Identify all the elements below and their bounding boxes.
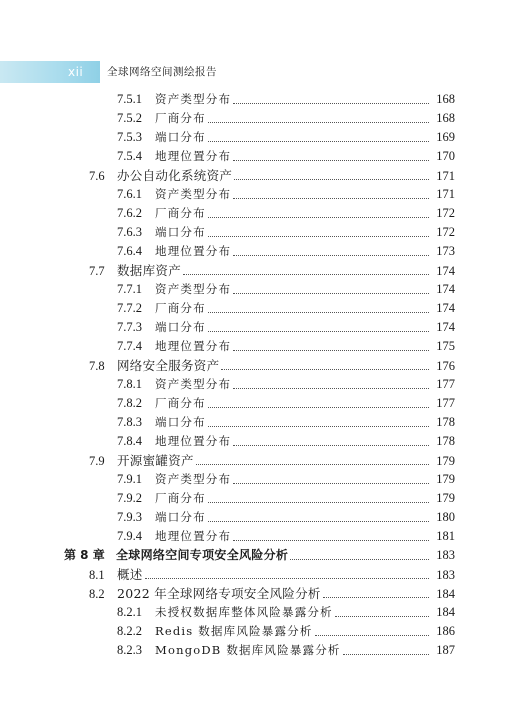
- toc-entry-page: 174: [436, 282, 455, 296]
- toc-entry-title: 概述: [117, 567, 143, 582]
- toc-entry-page: 174: [436, 301, 455, 315]
- dot-leader: [233, 102, 429, 104]
- toc-entry[interactable]: [89, 166, 455, 185]
- toc-entry-number: 7.5.1: [117, 92, 142, 106]
- toc-entry[interactable]: [117, 318, 455, 337]
- toc-entry-number: 7.9.3: [117, 510, 142, 524]
- toc-entry[interactable]: [89, 565, 455, 584]
- toc-entry-page: 179: [436, 454, 455, 468]
- toc-entry-page: 170: [436, 149, 455, 163]
- toc-entry[interactable]: [117, 394, 455, 413]
- toc-entry-page: 174: [436, 264, 455, 278]
- toc-entry-number: 第 8 章: [64, 548, 105, 562]
- dot-leader: [315, 634, 429, 636]
- toc-entry-number: 8.1: [89, 568, 105, 582]
- toc-entry-title: 全球网络空间专项安全风险分析: [116, 548, 289, 562]
- toc-entry-page: 178: [436, 415, 455, 429]
- dot-leader: [290, 558, 429, 560]
- toc-entry[interactable]: [117, 432, 455, 451]
- toc-entry-title: MongoDB 数据库风险暴露分析: [155, 643, 341, 657]
- toc-entry-title: 资产类型分布: [155, 282, 232, 296]
- dot-leader: [234, 178, 429, 180]
- toc-entry[interactable]: [117, 242, 455, 261]
- toc-entry-number: 7.9.1: [117, 472, 142, 486]
- toc-entry-number: 7.7.3: [117, 320, 142, 334]
- toc-entry-number: 7.9: [89, 454, 105, 468]
- toc-entry-page: 168: [436, 111, 455, 125]
- toc-entry[interactable]: [64, 546, 455, 565]
- dot-leader: [323, 596, 429, 598]
- toc-entry-number: 7.5.4: [117, 149, 142, 163]
- dot-leader: [233, 444, 429, 446]
- toc-entry-number: 7.8.1: [117, 377, 142, 391]
- toc-entry[interactable]: [117, 204, 455, 223]
- toc-entry-page: 177: [436, 396, 455, 410]
- dot-leader: [208, 330, 429, 332]
- dot-leader: [208, 311, 429, 313]
- toc-entry-number: 8.2.2: [117, 624, 142, 638]
- dot-leader: [221, 368, 429, 370]
- dot-leader: [145, 577, 429, 579]
- toc-entry-page: 186: [436, 624, 455, 638]
- toc-entry-title: 资产类型分布: [155, 377, 232, 391]
- toc-entry-title: 2022 年全球网络专项安全风险分析: [117, 586, 321, 601]
- toc-entry-number: 7.8.4: [117, 434, 142, 448]
- toc-entry-number: 7.7.2: [117, 301, 142, 315]
- toc-entry[interactable]: [117, 527, 455, 546]
- toc-entry[interactable]: [117, 375, 455, 394]
- toc-entry-page: 183: [436, 568, 455, 582]
- toc-entry-title: 厂商分布: [155, 396, 206, 410]
- toc-entry[interactable]: [117, 508, 455, 527]
- toc-entry-page: 171: [436, 169, 455, 183]
- dot-leader: [335, 615, 429, 617]
- toc-entry-title: 端口分布: [155, 415, 206, 429]
- toc-entry-page: 181: [436, 529, 455, 543]
- dot-leader: [208, 501, 429, 503]
- toc-entry[interactable]: [117, 280, 455, 299]
- dot-leader: [233, 159, 429, 161]
- dot-leader: [233, 292, 429, 294]
- toc-entry-number: 8.2.1: [117, 605, 142, 619]
- toc-entry-page: 187: [436, 643, 455, 657]
- toc-entry-number: 7.6.1: [117, 187, 142, 201]
- toc-entry-title: 网络安全服务资产: [117, 358, 220, 373]
- toc-entry-page: 179: [436, 491, 455, 505]
- toc-entry[interactable]: [117, 413, 455, 432]
- toc-entry[interactable]: [117, 299, 455, 318]
- toc-entry-page: 171: [436, 187, 455, 201]
- toc-entry-number: 7.7: [89, 264, 105, 278]
- toc-entry-title: 资产类型分布: [155, 187, 232, 201]
- page-number: xii: [68, 65, 84, 79]
- toc-entry-title: 端口分布: [155, 320, 206, 334]
- toc-entry-page: 179: [436, 472, 455, 486]
- toc-entry-page: 180: [436, 510, 455, 524]
- toc-entry-title: 开源蜜罐资产: [117, 453, 194, 468]
- toc-entry-number: 8.2: [89, 587, 105, 601]
- dot-leader: [233, 387, 429, 389]
- dot-leader: [208, 425, 429, 427]
- toc-entry-number: 7.6.3: [117, 225, 142, 239]
- toc-entry-title: Redis 数据库风险暴露分析: [155, 624, 313, 638]
- toc-entry-page: 184: [436, 605, 455, 619]
- toc-entry-title: 数据库资产: [117, 263, 182, 278]
- toc-entry-title: 厂商分布: [155, 301, 206, 315]
- toc-entry[interactable]: [117, 109, 455, 128]
- toc-entry[interactable]: [117, 603, 455, 622]
- toc-entry-number: 7.5.3: [117, 130, 142, 144]
- toc-entry[interactable]: [117, 147, 455, 166]
- toc-entry-page: 169: [436, 130, 455, 144]
- toc-entry-title: 未授权数据库整体风险暴露分析: [155, 605, 333, 619]
- dot-leader: [233, 539, 429, 541]
- dot-leader: [233, 482, 429, 484]
- toc-entry-page: 178: [436, 434, 455, 448]
- toc-entry-page: 176: [436, 359, 455, 373]
- toc-entry-number: 7.8.2: [117, 396, 142, 410]
- toc-entry-page: 175: [436, 339, 455, 353]
- dot-leader: [208, 140, 429, 142]
- toc-entry[interactable]: [117, 128, 455, 147]
- running-title: 全球网络空间测绘报告: [107, 66, 217, 78]
- toc-entry-number: 7.6: [89, 169, 105, 183]
- toc-entry-page: 184: [436, 587, 455, 601]
- toc-entry[interactable]: [117, 470, 455, 489]
- toc-entry-number: 7.9.2: [117, 491, 142, 505]
- toc-entry-number: 7.7.4: [117, 339, 142, 353]
- toc-entry-title: 地理位置分布: [155, 149, 232, 163]
- toc-entry-page: 172: [436, 225, 455, 239]
- toc-entry-title: 厂商分布: [155, 206, 206, 220]
- toc-entry-page: 173: [436, 244, 455, 258]
- toc-entry[interactable]: [117, 622, 455, 641]
- toc-entry-title: 端口分布: [155, 130, 206, 144]
- toc-entry-number: 7.8.3: [117, 415, 142, 429]
- toc-entry[interactable]: [89, 451, 455, 470]
- toc-entry-title: 办公自动化系统资产: [117, 168, 233, 183]
- toc-entry-page: 174: [436, 320, 455, 334]
- toc-entry-title: 地理位置分布: [155, 529, 232, 543]
- toc-entry-title: 地理位置分布: [155, 339, 232, 353]
- toc-entry[interactable]: [89, 261, 455, 280]
- toc-entry[interactable]: [117, 90, 455, 109]
- dot-leader: [183, 273, 429, 275]
- toc-entry-title: 地理位置分布: [155, 434, 232, 448]
- toc-entry[interactable]: [117, 337, 455, 356]
- toc-entry-number: 7.6.4: [117, 244, 142, 258]
- dot-leader: [208, 235, 429, 237]
- toc-entry-title: 资产类型分布: [155, 472, 232, 486]
- toc-entry-number: 7.7.1: [117, 282, 142, 296]
- toc-entry-title: 资产类型分布: [155, 92, 232, 106]
- toc-entry[interactable]: [117, 489, 455, 508]
- toc-entry[interactable]: [89, 356, 455, 375]
- dot-leader: [233, 349, 429, 351]
- toc-entry-number: 7.6.2: [117, 206, 142, 220]
- toc-entry[interactable]: [117, 641, 455, 660]
- dot-leader: [196, 463, 429, 465]
- toc-entry-page: 183: [436, 548, 455, 562]
- toc-entry[interactable]: [117, 223, 455, 242]
- dot-leader: [208, 121, 429, 123]
- dot-leader: [233, 197, 429, 199]
- toc-entry-page: 177: [436, 377, 455, 391]
- toc-entry-number: 7.9.4: [117, 529, 142, 543]
- toc-entry-title: 端口分布: [155, 225, 206, 239]
- header-color-bar: [0, 61, 100, 83]
- toc-entry-number: 7.8: [89, 359, 105, 373]
- toc-entry-number: 8.2.3: [117, 643, 142, 657]
- dot-leader: [208, 216, 429, 218]
- toc-entry-title: 厂商分布: [155, 491, 206, 505]
- dot-leader: [343, 653, 429, 655]
- toc-entry-page: 168: [436, 92, 455, 106]
- toc-entry-title: 厂商分布: [155, 111, 206, 125]
- running-header: [0, 61, 520, 83]
- dot-leader: [233, 254, 429, 256]
- toc-entry-page: 172: [436, 206, 455, 220]
- toc-entry[interactable]: [117, 185, 455, 204]
- dot-leader: [208, 520, 429, 522]
- toc-entry[interactable]: [89, 584, 455, 603]
- toc-entry-title: 地理位置分布: [155, 244, 232, 258]
- toc-entry-title: 端口分布: [155, 510, 206, 524]
- toc-entry-number: 7.5.2: [117, 111, 142, 125]
- dot-leader: [208, 406, 429, 408]
